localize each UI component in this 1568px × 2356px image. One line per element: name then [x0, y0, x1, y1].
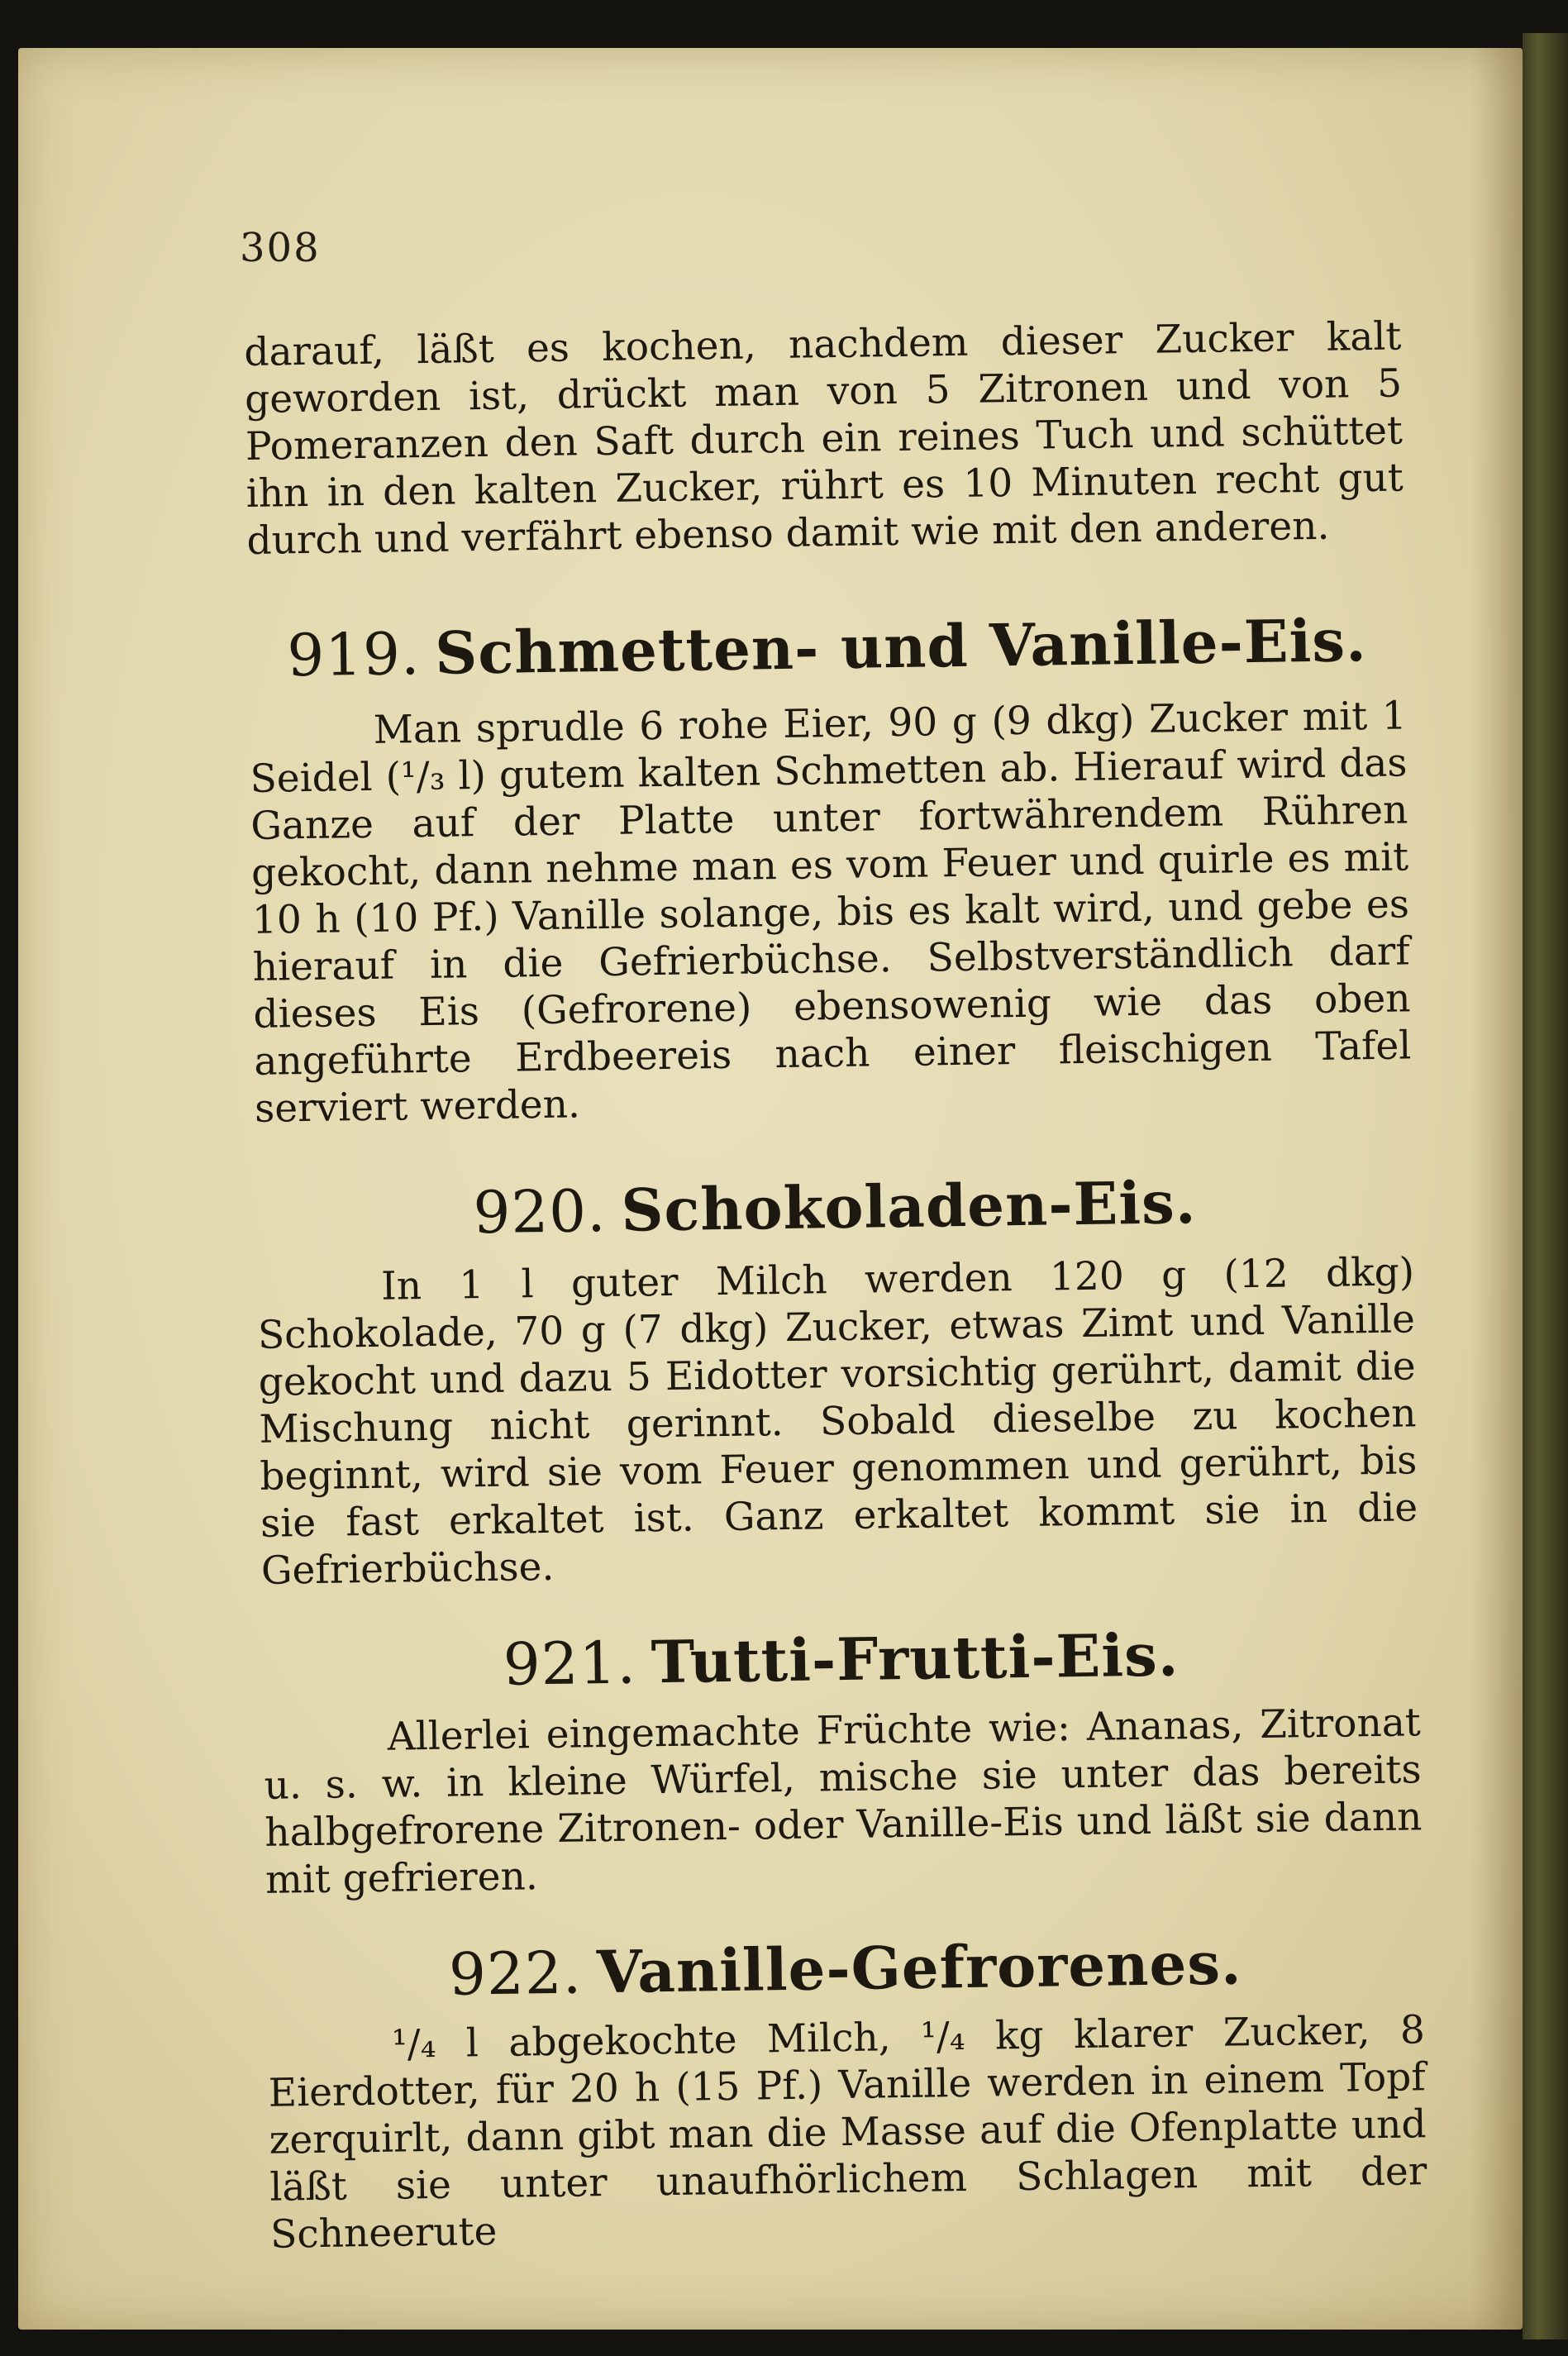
recipe-text-920: In 1 l guter Milch werden 120 g (12 dkg) Schokolade, 70 g (7 dkg) Zucker, etwas Zimt und Vanille gekocht und dazu 5 Eidotter vorsichtig gerührt, damit die Mischung nicht gerinnt. Sobald dieselbe zu kochen beginnt, wird sie vom Feuer genommen und gerührt, bis sie fast erkaltet ist. Ganz erkaltet kommt sie in die Gefrierbüchse.	[257, 1249, 1418, 1594]
page-number: 308	[240, 225, 321, 271]
recipe-text-919: Man sprudle 6 rohe Eier, 90 g (9 dkg) Zucker mit 1 Seidel (¹/₃ l) gutem kalten Schmetten ab. Hierauf wird das Ganze auf der Platte unter fortwährendem Rühren gekocht, dann nehme man es vom Feuer und quirle es mit 10 h (10 Pf.) Vanille solange, bis es kalt wird, und gebe es hierauf in die Gefrierbüchse. Selbstverständlich darf dieses Eis (Gefrorene) ebensowenig wie das oben angeführte Erdbeereis nach einer fleischigen Tafel serviert werden.	[250, 693, 1412, 1132]
recipe-number: 919.	[286, 620, 421, 690]
recipe-title: Schmetten- und Vanille-Eis.	[434, 606, 1368, 688]
page-content	[244, 312, 1427, 2258]
page-edge	[1523, 33, 1568, 2339]
intro-paragraph: darauf, läßt es kochen, nachdem dieser Zucker kalt geworden ist, drückt man von 5 Zitronen und von 5 Pomeranzen den Saft durch ein reines Tuch und schüttet ihn in den kalten Zucker, rührt es 10 Minuten recht gut durch und verfährt ebenso damit wie mit den anderen.	[244, 313, 1404, 564]
recipe-title: Vanille-Gefrorenes.	[596, 1929, 1243, 2007]
recipe-number: 922.	[448, 1939, 583, 2009]
page-fold-shadow	[1471, 48, 1523, 2330]
recipe-title: Schokoladen-Eis.	[620, 1168, 1197, 1245]
recipe-number: 920.	[472, 1176, 608, 1247]
recipe-text-921: Allerlei eingemachte Früchte wie: Ananas, Zitronat u. s. w. in kleine Würfel, mische sie unter das bereits halbgefrorene Zitronen- oder Vanille-Eis und läßt sie dann mit gefrieren.	[264, 1700, 1423, 1903]
recipe-title: Tutti-Frutti-Eis.	[651, 1620, 1180, 1697]
recipe-text-922: ¹/₄ l abgekochte Milch, ¹/₄ kg klarer Zucker, 8 Eierdotter, für 20 h (15 Pf.) Vanille werden in einem Topf zerquirlt, dann gibt man die Masse auf die Ofenplatte und läßt sie unter unaufhörlichem Schlagen mit der Schneerute	[268, 2007, 1427, 2258]
recipe-number: 921.	[503, 1629, 637, 1699]
